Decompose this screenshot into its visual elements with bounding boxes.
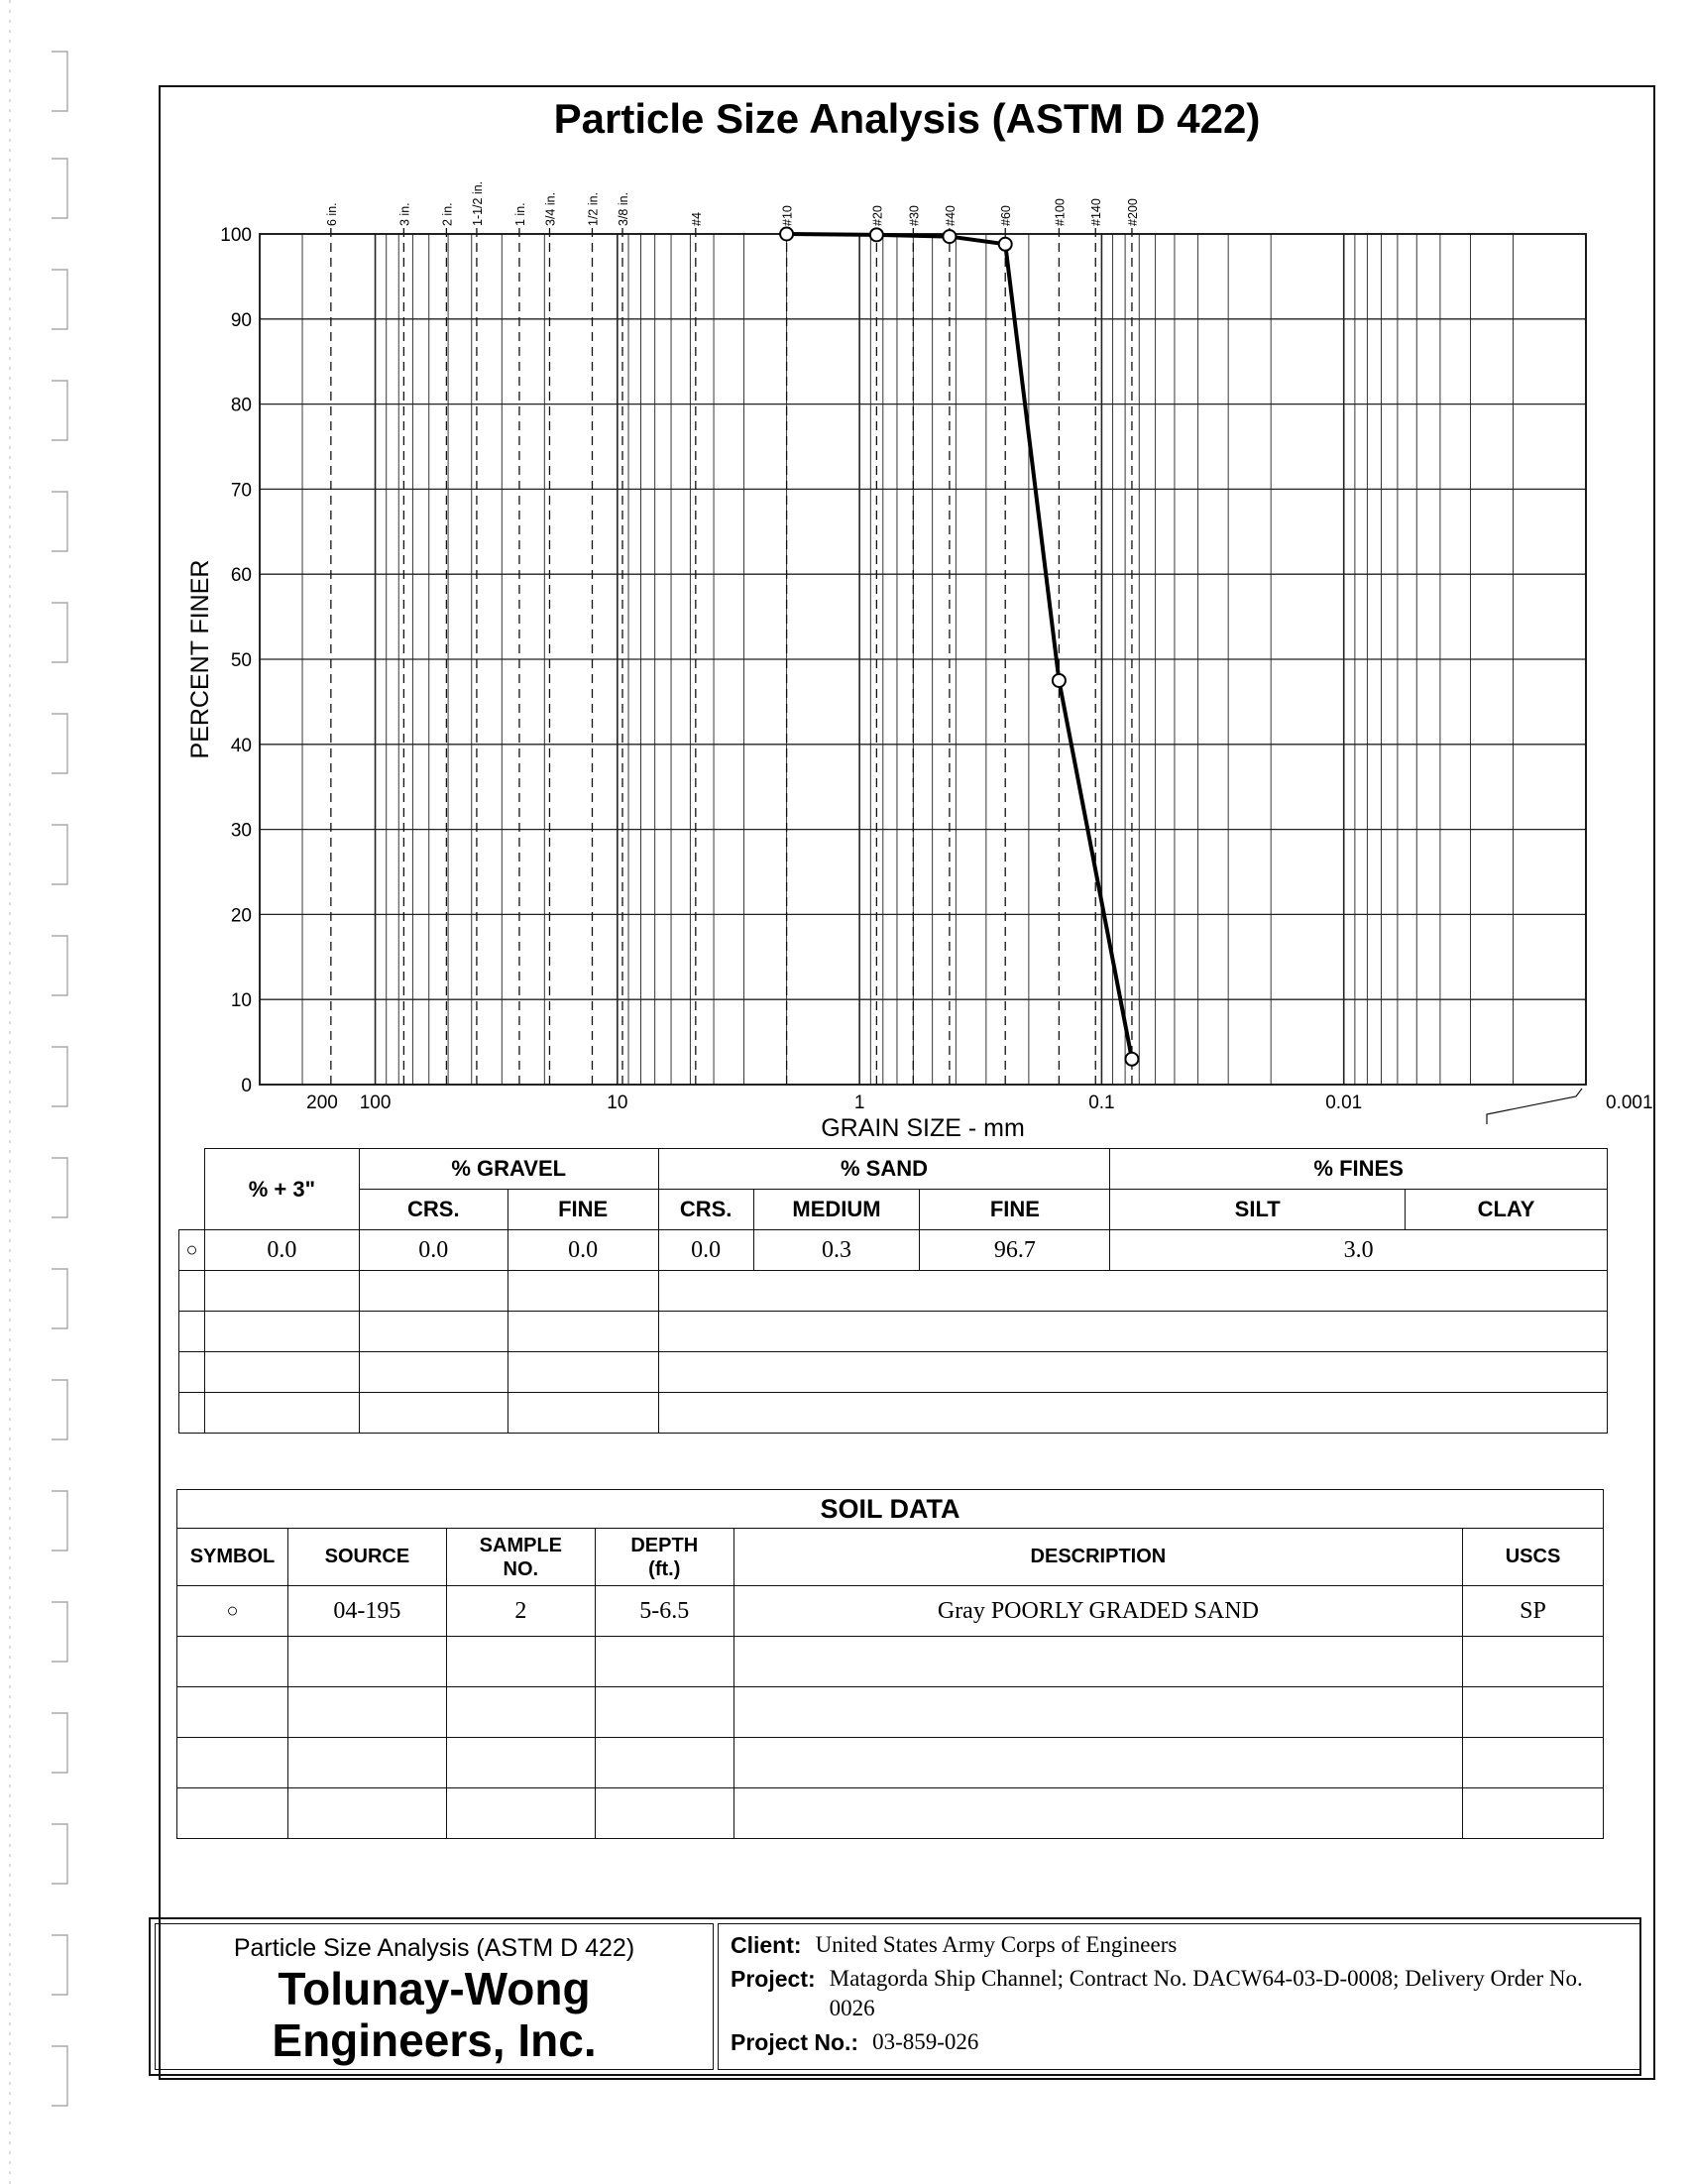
sieve-label: 3/4 in. <box>543 191 558 226</box>
fines-header: % FINES <box>1110 1149 1608 1190</box>
sieve-label: #30 <box>907 205 922 226</box>
project-no-value: 03-859-026 <box>872 2029 979 2054</box>
gravel-crs-value: 0.0 <box>359 1230 507 1271</box>
table-row <box>177 1738 1604 1788</box>
y-tick-label: 50 <box>230 650 252 671</box>
data-point <box>999 238 1012 251</box>
chart-title: Particle Size Analysis (ASTM D 422) <box>553 95 1261 142</box>
table-row <box>177 1637 1604 1687</box>
sieve-label: 1/2 in. <box>586 191 601 226</box>
sieve-label: 1 in. <box>512 202 527 226</box>
gravel-fine-value: 0.0 <box>507 1230 658 1271</box>
table-row <box>177 1586 1604 1637</box>
y-tick-label: 0 <box>241 1076 252 1096</box>
sieve-label: 2 in. <box>440 202 455 226</box>
sieve-label: #100 <box>1053 198 1068 226</box>
source-header: SOURCE <box>287 1529 446 1586</box>
table-row <box>179 1312 1608 1352</box>
source-value: 04-195 <box>287 1586 446 1637</box>
gradation-table <box>178 1148 1608 1434</box>
company-name-line1: Tolunay-Wong <box>278 1963 591 2014</box>
data-point <box>1053 674 1066 687</box>
x-tick-label: 0.1 <box>1088 1092 1115 1113</box>
gravel-header: % GRAVEL <box>359 1149 658 1190</box>
y-tick-label: 90 <box>230 309 252 331</box>
footer-subtitle: Particle Size Analysis (ASTM D 422) <box>233 1934 635 1962</box>
sieve-label: #10 <box>780 205 795 226</box>
plus3-header: % + 3" <box>204 1149 359 1230</box>
x-tick-label: 200 <box>306 1092 338 1113</box>
data-point <box>1125 1053 1138 1066</box>
description-value: Gray POORLY GRADED SAND <box>733 1586 1462 1637</box>
sieve-label: 6 in. <box>324 202 339 226</box>
footer-project-block <box>718 1923 1641 2070</box>
description-header: DESCRIPTION <box>733 1529 1462 1586</box>
leader-line <box>1487 1089 1582 1124</box>
soil-data-table <box>176 1489 1604 1839</box>
symbol-header: SYMBOL <box>177 1529 288 1586</box>
uscs-header: USCS <box>1463 1529 1604 1586</box>
client-label: Client: <box>731 1932 802 1958</box>
silt-header: SILT <box>1110 1190 1406 1230</box>
y-axis-title: PERCENT FINER <box>186 559 214 759</box>
table-row <box>179 1352 1608 1393</box>
company-name-line2: Engineers, Inc. <box>272 2014 597 2066</box>
sand-crs-header: CRS. <box>658 1190 753 1230</box>
y-tick-label: 10 <box>230 990 252 1012</box>
y-tick-label: 70 <box>230 480 252 502</box>
table-row <box>179 1271 1608 1312</box>
data-point <box>780 228 793 241</box>
data-point <box>870 228 883 241</box>
sieve-label: #20 <box>870 205 885 226</box>
plus3-value: 0.0 <box>204 1230 359 1271</box>
table-row <box>177 1788 1604 1839</box>
gradation-curve <box>787 234 1132 1059</box>
x-tick-label: 10 <box>607 1092 628 1113</box>
table-row <box>179 1393 1608 1434</box>
project-label: Project: <box>731 1966 816 1992</box>
clay-header: CLAY <box>1406 1190 1608 1230</box>
sand-medium-value: 0.3 <box>753 1230 920 1271</box>
sand-fine-value: 96.7 <box>920 1230 1110 1271</box>
sample-no-value: 2 <box>446 1586 595 1637</box>
client-value: United States Army Corps of Engineers <box>815 1932 1178 1957</box>
y-tick-label: 100 <box>220 225 252 246</box>
y-tick-label: 80 <box>230 395 252 416</box>
project-no-label: Project No.: <box>731 2029 859 2055</box>
sieve-label: #60 <box>999 205 1014 226</box>
sieve-label: 3/8 in. <box>617 191 631 226</box>
gravel-fine-header: FINE <box>507 1190 658 1230</box>
sand-fine-header: FINE <box>920 1190 1110 1230</box>
sieve-label: 3 in. <box>397 202 412 226</box>
gravel-crs-header: CRS. <box>359 1190 507 1230</box>
soil-data-title: SOIL DATA <box>177 1490 1604 1529</box>
table-row <box>177 1687 1604 1738</box>
sand-header: % SAND <box>658 1149 1110 1190</box>
sieve-label: #40 <box>943 205 958 226</box>
depth-value: 5-6.5 <box>595 1586 733 1637</box>
x-tick-label: 1 <box>853 1092 865 1113</box>
x-tick-label: 0.001 <box>1606 1092 1653 1113</box>
project-value: Matagorda Ship Channel; Contract No. DACW64-03-D-0008; Delivery Order No. 0026 <box>829 1966 1583 2020</box>
y-tick-label: 30 <box>230 820 252 842</box>
uscs-value: SP <box>1463 1586 1604 1637</box>
y-tick-label: 20 <box>230 905 252 927</box>
sand-medium-header: MEDIUM <box>753 1190 920 1230</box>
symbol-header-blank <box>179 1149 205 1230</box>
fines-value: 3.0 <box>1110 1230 1608 1271</box>
depth-header: DEPTH (ft.) <box>595 1529 733 1586</box>
x-tick-label: 100 <box>359 1092 392 1113</box>
sieve-label: #140 <box>1089 198 1104 226</box>
x-axis-title: GRAIN SIZE - mm <box>821 1114 1025 1142</box>
sieve-label: #4 <box>689 212 704 226</box>
data-point <box>943 230 956 243</box>
sample-no-header: SAMPLE NO. <box>446 1529 595 1586</box>
footer-company-block <box>155 1923 714 2070</box>
symbol-cell: ○ <box>177 1586 288 1637</box>
table-row <box>179 1230 1608 1271</box>
y-tick-label: 40 <box>230 735 252 756</box>
sand-crs-value: 0.0 <box>658 1230 753 1271</box>
symbol-cell: ○ <box>179 1230 205 1271</box>
x-tick-label: 0.01 <box>1325 1092 1363 1113</box>
y-tick-label: 60 <box>230 565 252 587</box>
sieve-label: 1-1/2 in. <box>470 180 485 226</box>
sieve-label: #200 <box>1125 198 1140 226</box>
